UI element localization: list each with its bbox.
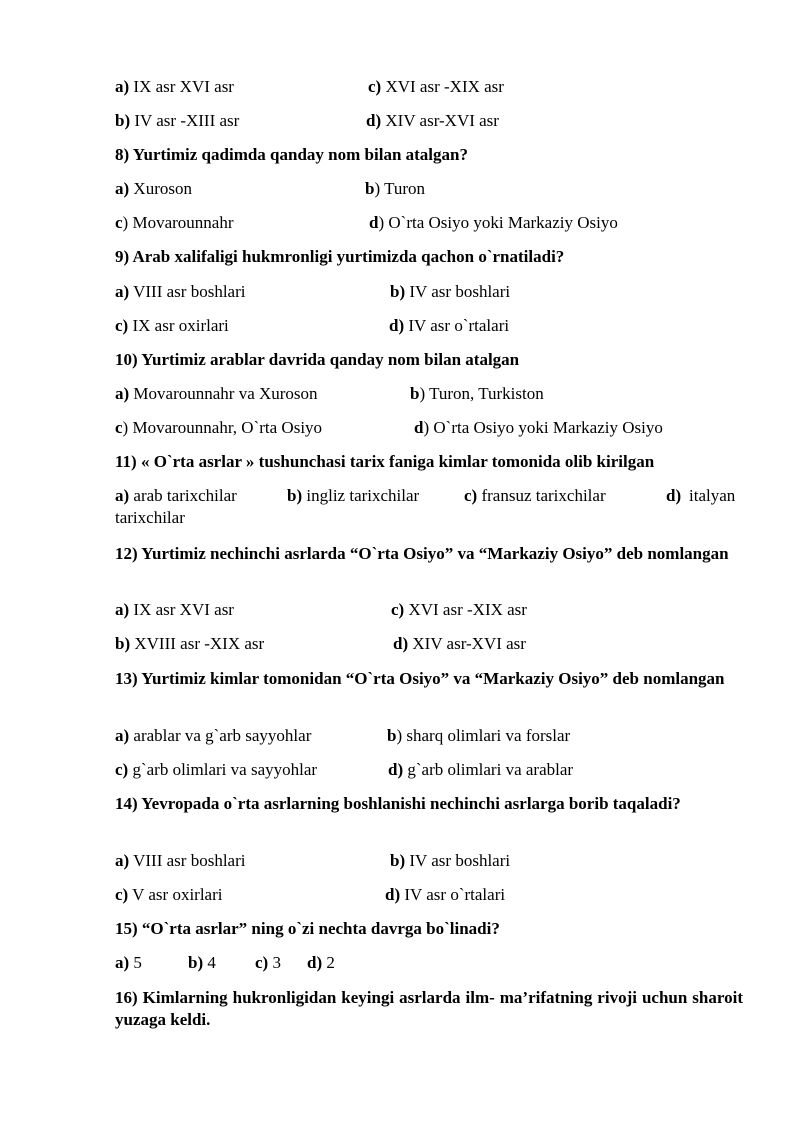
option-text: 3 [268, 953, 281, 972]
option-text: arab tarixchilar [129, 486, 237, 505]
option-text: Movarounnahr va Xuroson [129, 384, 318, 403]
option-letter: a) [115, 384, 130, 403]
option-letter: c) [115, 885, 129, 904]
option-text: IX asr XVI asr [129, 77, 234, 96]
option-letter: d) [388, 760, 404, 779]
option-text: 5 [129, 953, 142, 972]
option-text: XIV asr-XVI asr [408, 634, 526, 653]
question-8: 8) Yurtimiz qadimda qanday nom bilan atalgan? [115, 145, 468, 164]
option-text: VIII asr boshlari [129, 282, 246, 301]
option-letter: a) [115, 486, 130, 505]
option-row [115, 599, 527, 621]
option-row [115, 178, 426, 200]
option-letter: b) [390, 282, 406, 301]
option-letter: c) [115, 760, 129, 779]
option-text: XVI asr -XIX asr [404, 600, 527, 619]
option-text: ) sharq olimlari va forslar [396, 726, 571, 745]
option-row [115, 110, 499, 132]
question-12: 12) Yurtimiz nechinchi asrlarda “O`rta Osiyo” va “Markaziy Osiyo” deb nomlangan [115, 544, 729, 563]
question-13: 13) Yurtimiz kimlar tomonidan “O`rta Osiyo” va “Markaziy Osiyo” deb nomlangan [115, 669, 725, 688]
option-letter: b) [115, 111, 131, 130]
option-text: IV asr -XIII asr [130, 111, 240, 130]
option-letter: c [115, 213, 123, 232]
option-letter: d) [307, 953, 323, 972]
option-letter: d) [366, 111, 382, 130]
option-text: ) Movarounnahr, O`rta Osiyo [122, 418, 323, 437]
option-row [115, 281, 511, 303]
option-text: Xuroson [129, 179, 192, 198]
question-11: 11) « O`rta asrlar » tushunchasi tarix faniga kimlar tomonida olib kirilgan [115, 452, 655, 471]
option-text: 2 [322, 953, 335, 972]
option-text: italyan [689, 486, 736, 505]
option-letter: b) [287, 486, 303, 505]
option-text: V asr oxirlari [128, 885, 223, 904]
option-row [115, 417, 663, 439]
option-letter: b [365, 179, 375, 198]
option-letter: c [115, 418, 123, 437]
option-letter: d) [389, 316, 405, 335]
option-letter: b [410, 384, 420, 403]
option-letter: d) [393, 634, 409, 653]
option-letter: d) [666, 486, 682, 505]
option-text: ) O`rta Osiyo yoki Markaziy Osiyo [378, 213, 618, 232]
option-letter: a) [115, 851, 130, 870]
question-16: 16) Kimlarning hukronligidan keyingi asrlarda ilm- ma’rifatning rivoji uchun sharoit yuzaga keldi. [115, 988, 743, 1029]
question-9: 9) Arab xalifaligi hukmronligi yurtimizda qachon o`rnatiladi? [115, 247, 565, 266]
option-row [115, 212, 618, 234]
option-letter: a) [115, 179, 130, 198]
option-text: XIV asr-XVI asr [381, 111, 499, 130]
option-letter: c) [464, 486, 478, 505]
option-text: tarixchilar [115, 508, 185, 527]
option-letter: d [369, 213, 379, 232]
option-text: IV asr boshlari [405, 851, 511, 870]
option-text: fransuz tarixchilar [477, 486, 606, 505]
option-letter: d [414, 418, 424, 437]
option-letter: a) [115, 282, 130, 301]
option-letter: a) [115, 77, 130, 96]
option-text: ) Turon [374, 179, 426, 198]
option-letter: b) [115, 634, 131, 653]
option-letter: a) [115, 953, 130, 972]
option-text: g`arb olimlari va sayyohlar [128, 760, 318, 779]
option-letter: b) [390, 851, 406, 870]
question-14: 14) Yevropada o`rta asrlarning boshlanishi nechinchi asrlarga borib taqaladi? [115, 794, 681, 813]
option-text: IV asr boshlari [405, 282, 511, 301]
option-text: ) Movarounnahr [122, 213, 234, 232]
option-text: 4 [203, 953, 216, 972]
option-letter: a) [115, 726, 130, 745]
option-text: XVIII asr -XIX asr [130, 634, 265, 653]
option-row [115, 315, 510, 337]
option-row [115, 850, 511, 872]
option-row [115, 485, 743, 529]
option-letter: a) [115, 600, 130, 619]
option-text: ) Turon, Turkiston [419, 384, 544, 403]
option-text: ingliz tarixchilar [302, 486, 420, 505]
option-text: IX asr XVI asr [129, 600, 234, 619]
option-row [115, 633, 526, 655]
option-row [115, 952, 335, 974]
option-row [115, 759, 574, 781]
option-text: VIII asr boshlari [129, 851, 246, 870]
option-text: IV asr o`rtalari [404, 316, 510, 335]
option-letter: c) [255, 953, 269, 972]
option-letter: b [387, 726, 397, 745]
option-text: ) O`rta Osiyo yoki Markaziy Osiyo [423, 418, 663, 437]
question-15: 15) “O`rta asrlar” ning o`zi nechta davrga bo`linadi? [115, 919, 500, 938]
option-letter: b) [188, 953, 204, 972]
option-letter: c) [391, 600, 405, 619]
option-text: IV asr o`rtalari [400, 885, 506, 904]
option-letter: d) [385, 885, 401, 904]
question-10: 10) Yurtimiz arablar davrida qanday nom bilan atalgan [115, 350, 520, 369]
option-row [115, 725, 571, 747]
option-text: IX asr oxirlari [128, 316, 229, 335]
option-row [115, 884, 506, 906]
option-letter: c) [115, 316, 129, 335]
option-text: arablar va g`arb sayyohlar [129, 726, 312, 745]
option-row [115, 383, 544, 405]
option-text: g`arb olimlari va arablar [403, 760, 574, 779]
option-row [115, 76, 504, 98]
option-text: XVI asr -XIX asr [381, 77, 504, 96]
option-letter: c) [368, 77, 382, 96]
